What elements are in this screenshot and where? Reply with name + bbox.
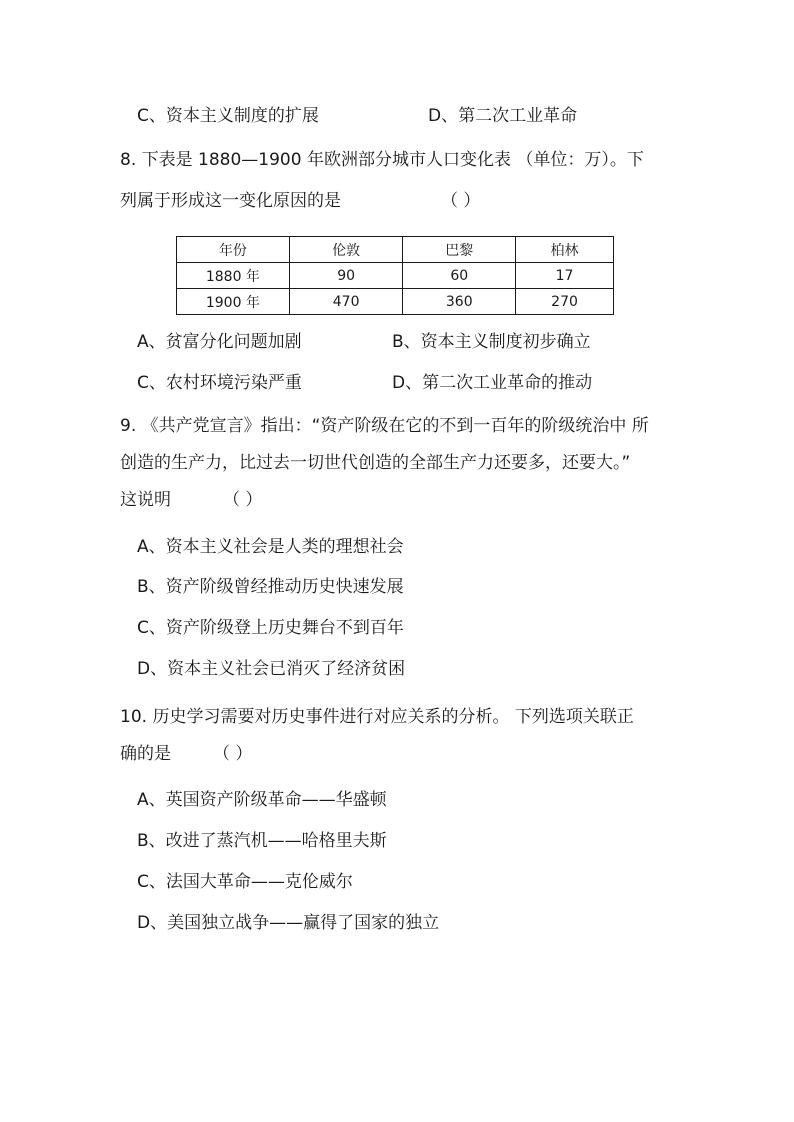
q9-stem-line3 (120, 488, 262, 512)
q10-option-b: B、改进了蒸汽机——哈格里夫斯 (137, 831, 387, 851)
prev-option-c: C、资本主义制度的扩展 (137, 106, 319, 126)
q10-answer-paren: （ ） (213, 744, 253, 764)
q9-option-b: B、资产阶级曾经推动历史快速发展 (137, 577, 404, 597)
q10-stem-line2 (120, 742, 252, 766)
table-cell: 90 (289, 263, 403, 289)
q8-stem-line1: 8. 下表是 1880—1900 年欧洲部分城市人口变化表 （单位：万）。下 (120, 150, 644, 170)
q8-option-d: D、第二次工业革命的推动 (392, 373, 593, 393)
table-cell: 17 (516, 263, 614, 289)
table-header-row (177, 237, 614, 263)
table-cell: 1880 年 (177, 263, 290, 289)
table-cell: 360 (403, 289, 516, 315)
q9-option-a: A、资本主义社会是人类的理想社会 (137, 537, 404, 557)
q8-answer-paren: （ ） (441, 191, 481, 211)
table-cell: 60 (403, 263, 516, 289)
q10-stem-line1: 10. 历史学习需要对历史事件进行对应关系的分析。 下列选项关联正 (120, 707, 634, 727)
q9-stem-text: 这说明 (120, 490, 171, 510)
table-header-paris: 巴黎 (403, 237, 516, 263)
table-row (177, 263, 614, 289)
table-header-year: 年份 (177, 237, 290, 263)
q8-option-a: A、贫富分化问题加剧 (137, 332, 302, 352)
q8-stem-text: 列属于形成这一变化原因的是 (120, 191, 341, 211)
q8-stem-line2 (120, 189, 480, 213)
q10-stem-text: 确的是 (120, 744, 171, 764)
table-cell: 1900 年 (177, 289, 290, 315)
population-table (176, 236, 614, 315)
table-header-berlin: 柏林 (516, 237, 614, 263)
q9-answer-paren: （ ） (223, 490, 263, 510)
q9-option-d: D、资本主义社会已消灭了经济贫困 (137, 659, 406, 679)
table-row (177, 289, 614, 315)
q10-option-d: D、美国独立战争——赢得了国家的独立 (137, 913, 440, 933)
table-cell: 270 (516, 289, 614, 315)
q8-option-c: C、农村环境污染严重 (137, 373, 302, 393)
q8-option-b: B、资本主义制度初步确立 (392, 332, 591, 352)
table-cell: 470 (289, 289, 403, 315)
q9-option-c: C、资产阶级登上历史舞台不到百年 (137, 618, 404, 638)
q9-stem-line2: 创造的生产力，比过去一切世代创造的全部生产力还要多，还要大。” (120, 453, 631, 473)
q9-stem-line1: 9. 《共产党宣言》指出：“资产阶级在它的不到一百年的阶级统治中 所 (120, 416, 649, 436)
prev-option-d: D、第二次工业革命 (428, 106, 578, 126)
q10-option-c: C、法国大革命——克伦威尔 (137, 872, 353, 892)
q10-option-a: A、英国资产阶级革命——华盛顿 (137, 790, 387, 810)
table-header-london: 伦敦 (289, 237, 403, 263)
